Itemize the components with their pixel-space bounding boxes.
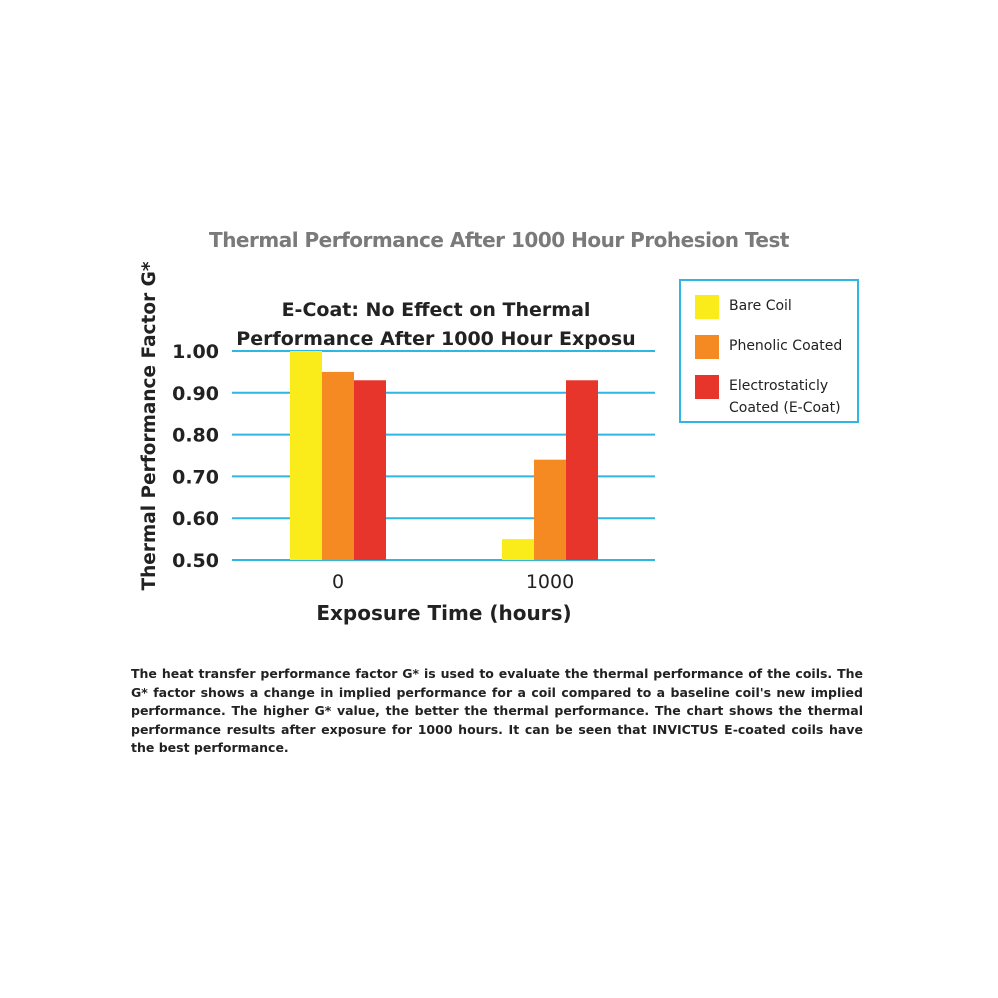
chart-title-line: E-Coat: No Effect on Thermal [281,299,591,321]
bar [502,539,534,560]
legend-item-bare-coil [695,295,792,319]
y-tick-label: 0.80 [172,424,219,447]
bar [534,460,566,560]
x-tick-label: 0 [331,571,345,593]
bar [322,372,354,560]
chart-description: The heat transfer performance factor G* is used to evaluate the thermal performance of the coils. The G* factor shows a change in implied performance for a coil compared to a baseline coil's new implied performance. The higher G* value, the better the thermal performance. The chart shows the thermal performance results after exposure for 1000 hours. It can be seen that INVICTUS E-coated coils have the best performance. [131,666,863,755]
legend-item-phenolic-coated [695,335,842,359]
y-tick-label: 0.90 [172,382,219,405]
legend-swatch-e-coat [695,375,719,399]
legend-label-phenolic-coated: Phenolic Coated [729,338,843,354]
x-tick-label: 1000 [525,571,575,593]
legend-label-e-coat: Electrostaticly Coated (E-Coat) [729,378,841,416]
bar [566,380,598,560]
legend-label-bare-coil: Bare Coil [729,298,792,314]
x-axis-label: Exposure Time (hours) [316,601,572,625]
legend-swatch-phenolic-coated [695,335,719,359]
bar [290,351,322,560]
y-tick-label: 1.00 [172,341,219,363]
legend-swatch-bare-coil [695,295,719,319]
page-title: Thermal Performance After 1000 Hour Prohesion Test [209,228,789,252]
chart-legend [679,279,859,423]
bar [354,380,386,560]
y-tick-label: 0.50 [172,550,219,572]
y-axis-label: Thermal Performance Factor G* [139,261,160,591]
legend-item-e-coat [695,375,841,419]
chart-title-line: Performance After 1000 Hour Exposu [236,328,636,350]
y-tick-label: 0.60 [172,508,219,531]
y-tick-label: 0.70 [172,466,219,489]
